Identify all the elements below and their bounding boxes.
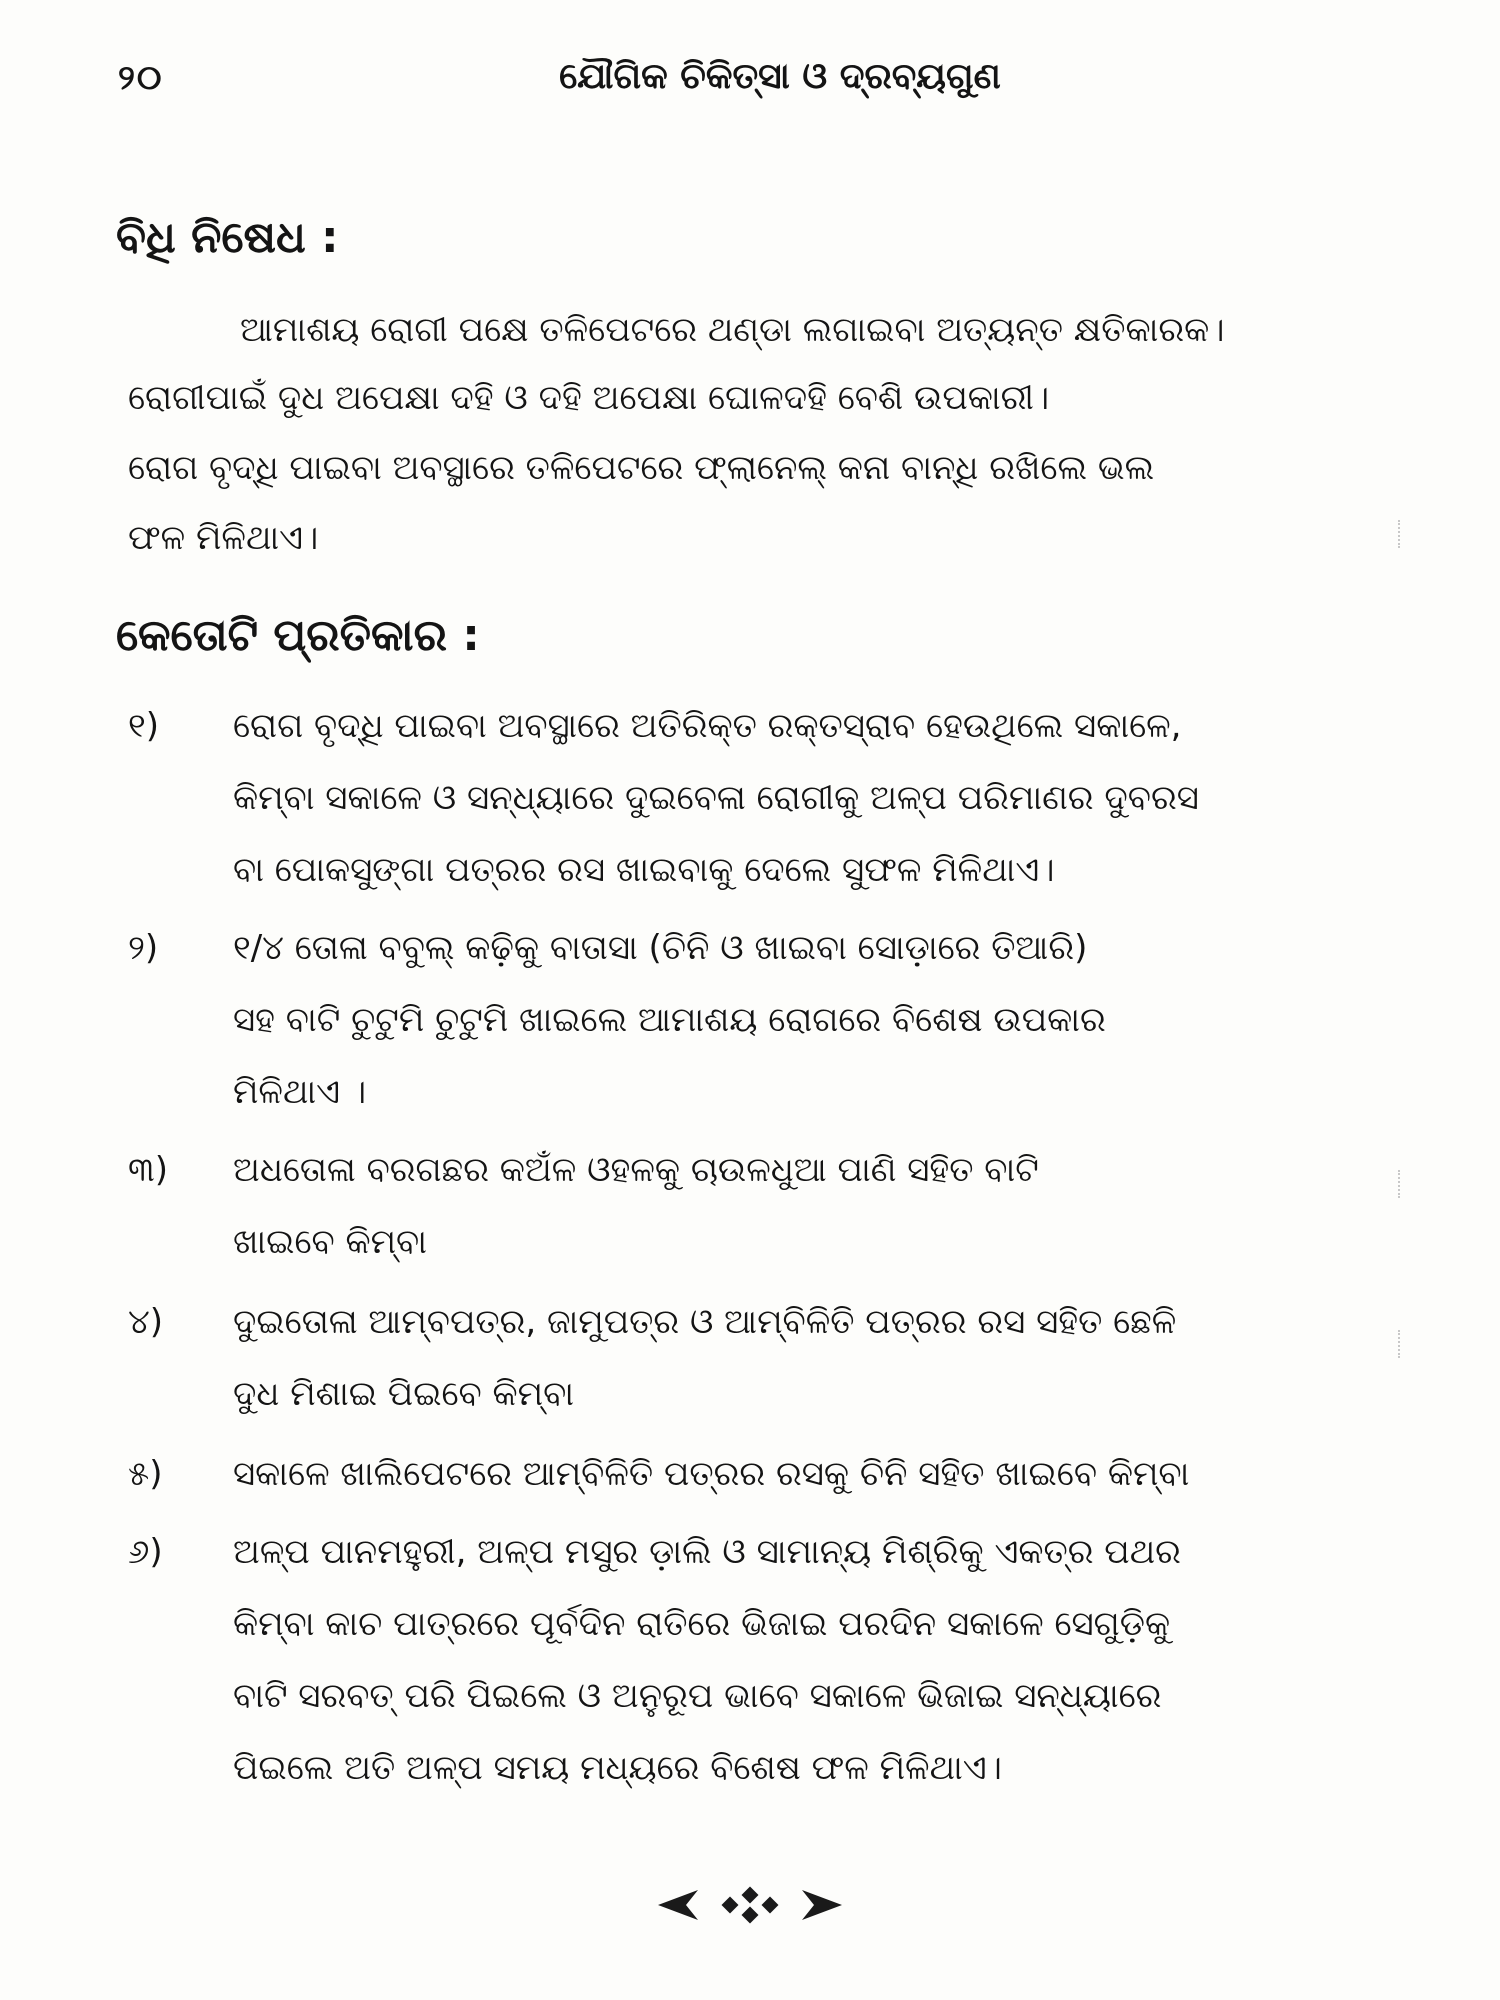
section-heading-restrictions: ବିଧି ନିଷେଧ :: [116, 212, 339, 263]
item-line: ଖାଇବେ କିମ୍ବା: [233, 1222, 427, 1262]
running-title: ଯୌଗିକ ଚିକିତ୍ସା ଓ ଦ୍ରବ୍ୟଗୁଣ: [559, 56, 1001, 97]
item-line: ୧/୪ ତୋଳା ବବୁଲ୍ କଢ଼ିକୁ ବାତାସା (ଚିନି ଓ ଖାଇବା ସୋଡ଼ାରେ ତିଆରି): [233, 928, 1088, 968]
item-line: ଦୁଧ ମିଶାଇ ପିଇବେ କିମ୍ବା: [233, 1374, 575, 1414]
paragraph-line: ରୋଗୀପାଇଁ ଦୁଧ ଅପେକ୍ଷା ଦହି ଓ ଦହି ଅପେକ୍ଷା ଘୋଳଦହି ବେଶି ଉପକାରୀ।: [128, 378, 1050, 418]
item-number: ୫): [128, 1454, 163, 1494]
item-line: ରୋଗ ବୃଦ୍ଧି ପାଇବା ଅବସ୍ଥାରେ ଅତିରିକ୍ତ ରକ୍ତସ୍ରାବ ହେଉଥିଲେ ସକାଳେ,: [233, 706, 1182, 746]
paragraph-line: ଫଳ ମିଳିଥାଏ।: [128, 518, 319, 558]
scan-artifact: [1398, 520, 1406, 548]
item-number: ୧): [128, 706, 159, 746]
item-line: ସକାଳେ ଖାଲିପେଟରେ ଆମ୍ବିଳିତି ପତ୍ରର ରସକୁ ଚିନି ସହିତ ଖାଇବେ କିମ୍ବା: [233, 1454, 1190, 1494]
item-line: ଅଳ୍ପ ପାନମହୁରୀ, ଅଳ୍ପ ମସୁର ଡ଼ାଲି ଓ ସାମାନ୍ୟ ମିଶ୍ରିକୁ ଏକତ୍ର ପଥର: [233, 1532, 1181, 1572]
item-line: ପିଇଲେ ଅତି ଅଳ୍ପ ସମୟ ମଧ୍ୟରେ ବିଶେଷ ଫଳ ମିଳିଥାଏ।: [233, 1748, 1002, 1788]
item-number: ୪): [128, 1302, 164, 1342]
item-line: ବା ପୋକସୁଙ୍ଗା ପତ୍ରର ରସ ଖାଇବାକୁ ଦେଲେ ସୁଫଳ ମିଳିଥାଏ।: [233, 850, 1055, 890]
paragraph-line: ରୋଗ ବୃଦ୍ଧି ପାଇବା ଅବସ୍ଥାରେ ତଳିପେଟରେ ଫ୍ଲାନେଲ୍ କନା ବାନ୍ଧି ରଖିଲେ ଭଲ: [128, 448, 1155, 488]
item-number: ୬): [128, 1532, 163, 1572]
item-line: ସହ ବାଟି ଚୁଟୁମି ଚୁଟୁମି ଖାଇଲେ ଆମାଶୟ ରୋଗରେ ବିଶେଷ ଉପକାର: [233, 1000, 1106, 1040]
page-number: ୨୦: [118, 58, 164, 98]
item-line: କିମ୍ବା ସକାଳେ ଓ ସନ୍ଧ୍ୟାରେ ଦୁଇବେଳା ରୋଗୀକୁ ଅଳ୍ପ ପରିମାଣର ଦୁବରସ: [233, 778, 1199, 818]
item-line: ଦୁଇତୋଳା ଆମ୍ବପତ୍ର, ଜାମୁପତ୍ର ଓ ଆମ୍ବିଳିତି ପତ୍ରର ରସ ସହିତ ଛେଳି: [233, 1302, 1177, 1342]
item-number: ୩): [128, 1150, 168, 1190]
scan-artifact: [1398, 1330, 1406, 1358]
item-number: ୨): [128, 928, 159, 968]
item-line: ବାଟି ସରବତ୍ ପରି ପିଇଲେ ଓ ଅନୁରୂପ ଭାବେ ସକାଳେ ଭିଜାଇ ସନ୍ଧ୍ୟାରେ: [233, 1676, 1162, 1716]
item-line: ମିଳିଥାଏ ।: [233, 1072, 367, 1112]
item-line: କିମ୍ବା କାଚ ପାତ୍ରରେ ପୂର୍ବଦିନ ରାତିରେ ଭିଜାଇ ପରଦିନ ସକାଳେ ସେଗୁଡ଼ିକୁ: [233, 1604, 1171, 1644]
scan-artifact: [1398, 1170, 1406, 1198]
section-heading-remedies: କେତୋଟି ପ୍ରତିକାର :: [116, 610, 480, 661]
paragraph-line: ଆମାଶୟ ରୋଗୀ ପକ୍ଷେ ତଳିପେଟରେ ଥଣ୍ଡା ଲଗାଇବା ଅତ୍ୟନ୍ତ କ୍ଷତିକାରକ।: [240, 310, 1225, 350]
item-line: ଅଧତୋଳା ବରଗଛର କଅଁଳ ଓହଳକୁ ଚାଉଳଧୁଆ ପାଣି ସହିତ ବାଟି: [233, 1150, 1039, 1190]
end-ornament-icon: [640, 1880, 860, 1930]
